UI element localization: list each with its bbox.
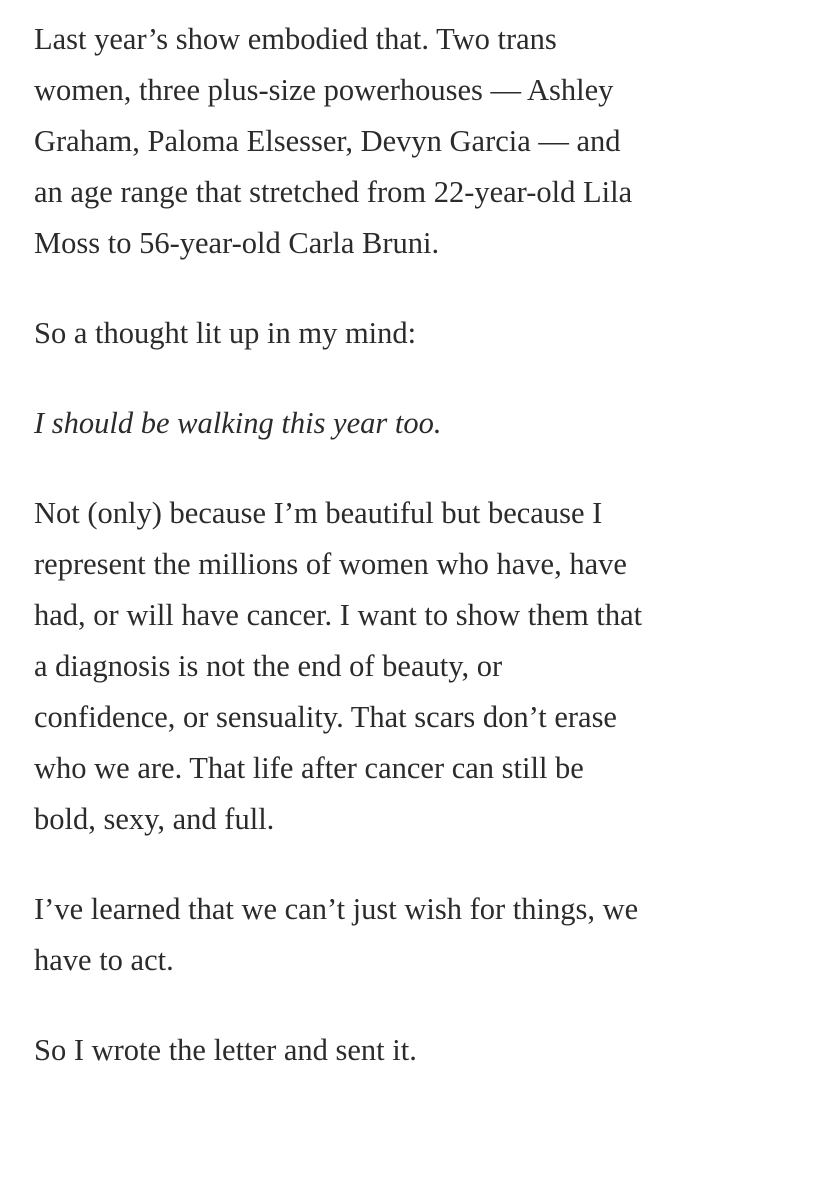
paragraph-letter — [34, 1025, 824, 1076]
paragraph-line: an age range that stretched from 22-year-old Lila — [34, 175, 633, 209]
paragraph-line: Moss to 56-year-old Carla Bruni. — [34, 226, 440, 260]
paragraph-line: I’ve learned that we can’t just wish for things, we — [34, 892, 639, 926]
paragraph-line: I should be walking this year too. — [34, 406, 442, 440]
paragraph-italic-quote — [34, 398, 824, 449]
paragraph-line: Graham, Paloma Elsesser, Devyn Garcia — and — [34, 124, 621, 158]
paragraph-act — [34, 884, 824, 986]
paragraph-line: women, three plus-size powerhouses — Ashley — [34, 73, 614, 107]
paragraph-line: So I wrote the letter and sent it. — [34, 1033, 417, 1067]
paragraph-line: who we are. That life after cancer can still be — [34, 751, 584, 785]
paragraph-line: had, or will have cancer. I want to show them that — [34, 598, 643, 632]
paragraph-line: a diagnosis is not the end of beauty, or — [34, 649, 503, 683]
paragraph-line: bold, sexy, and full. — [34, 802, 275, 836]
paragraph-show-description — [34, 14, 824, 269]
paragraph-representation — [34, 488, 824, 845]
paragraph-line: So a thought lit up in my mind: — [34, 316, 417, 350]
paragraph-line: have to act. — [34, 943, 174, 977]
paragraph-thought — [34, 308, 824, 359]
article-body — [34, 14, 824, 1115]
paragraph-line: Last year’s show embodied that. Two trans — [34, 22, 557, 56]
paragraph-line: Not (only) because I’m beautiful but because I — [34, 496, 603, 530]
paragraph-line: confidence, or sensuality. That scars don’t erase — [34, 700, 617, 734]
paragraph-line: represent the millions of women who have, have — [34, 547, 627, 581]
